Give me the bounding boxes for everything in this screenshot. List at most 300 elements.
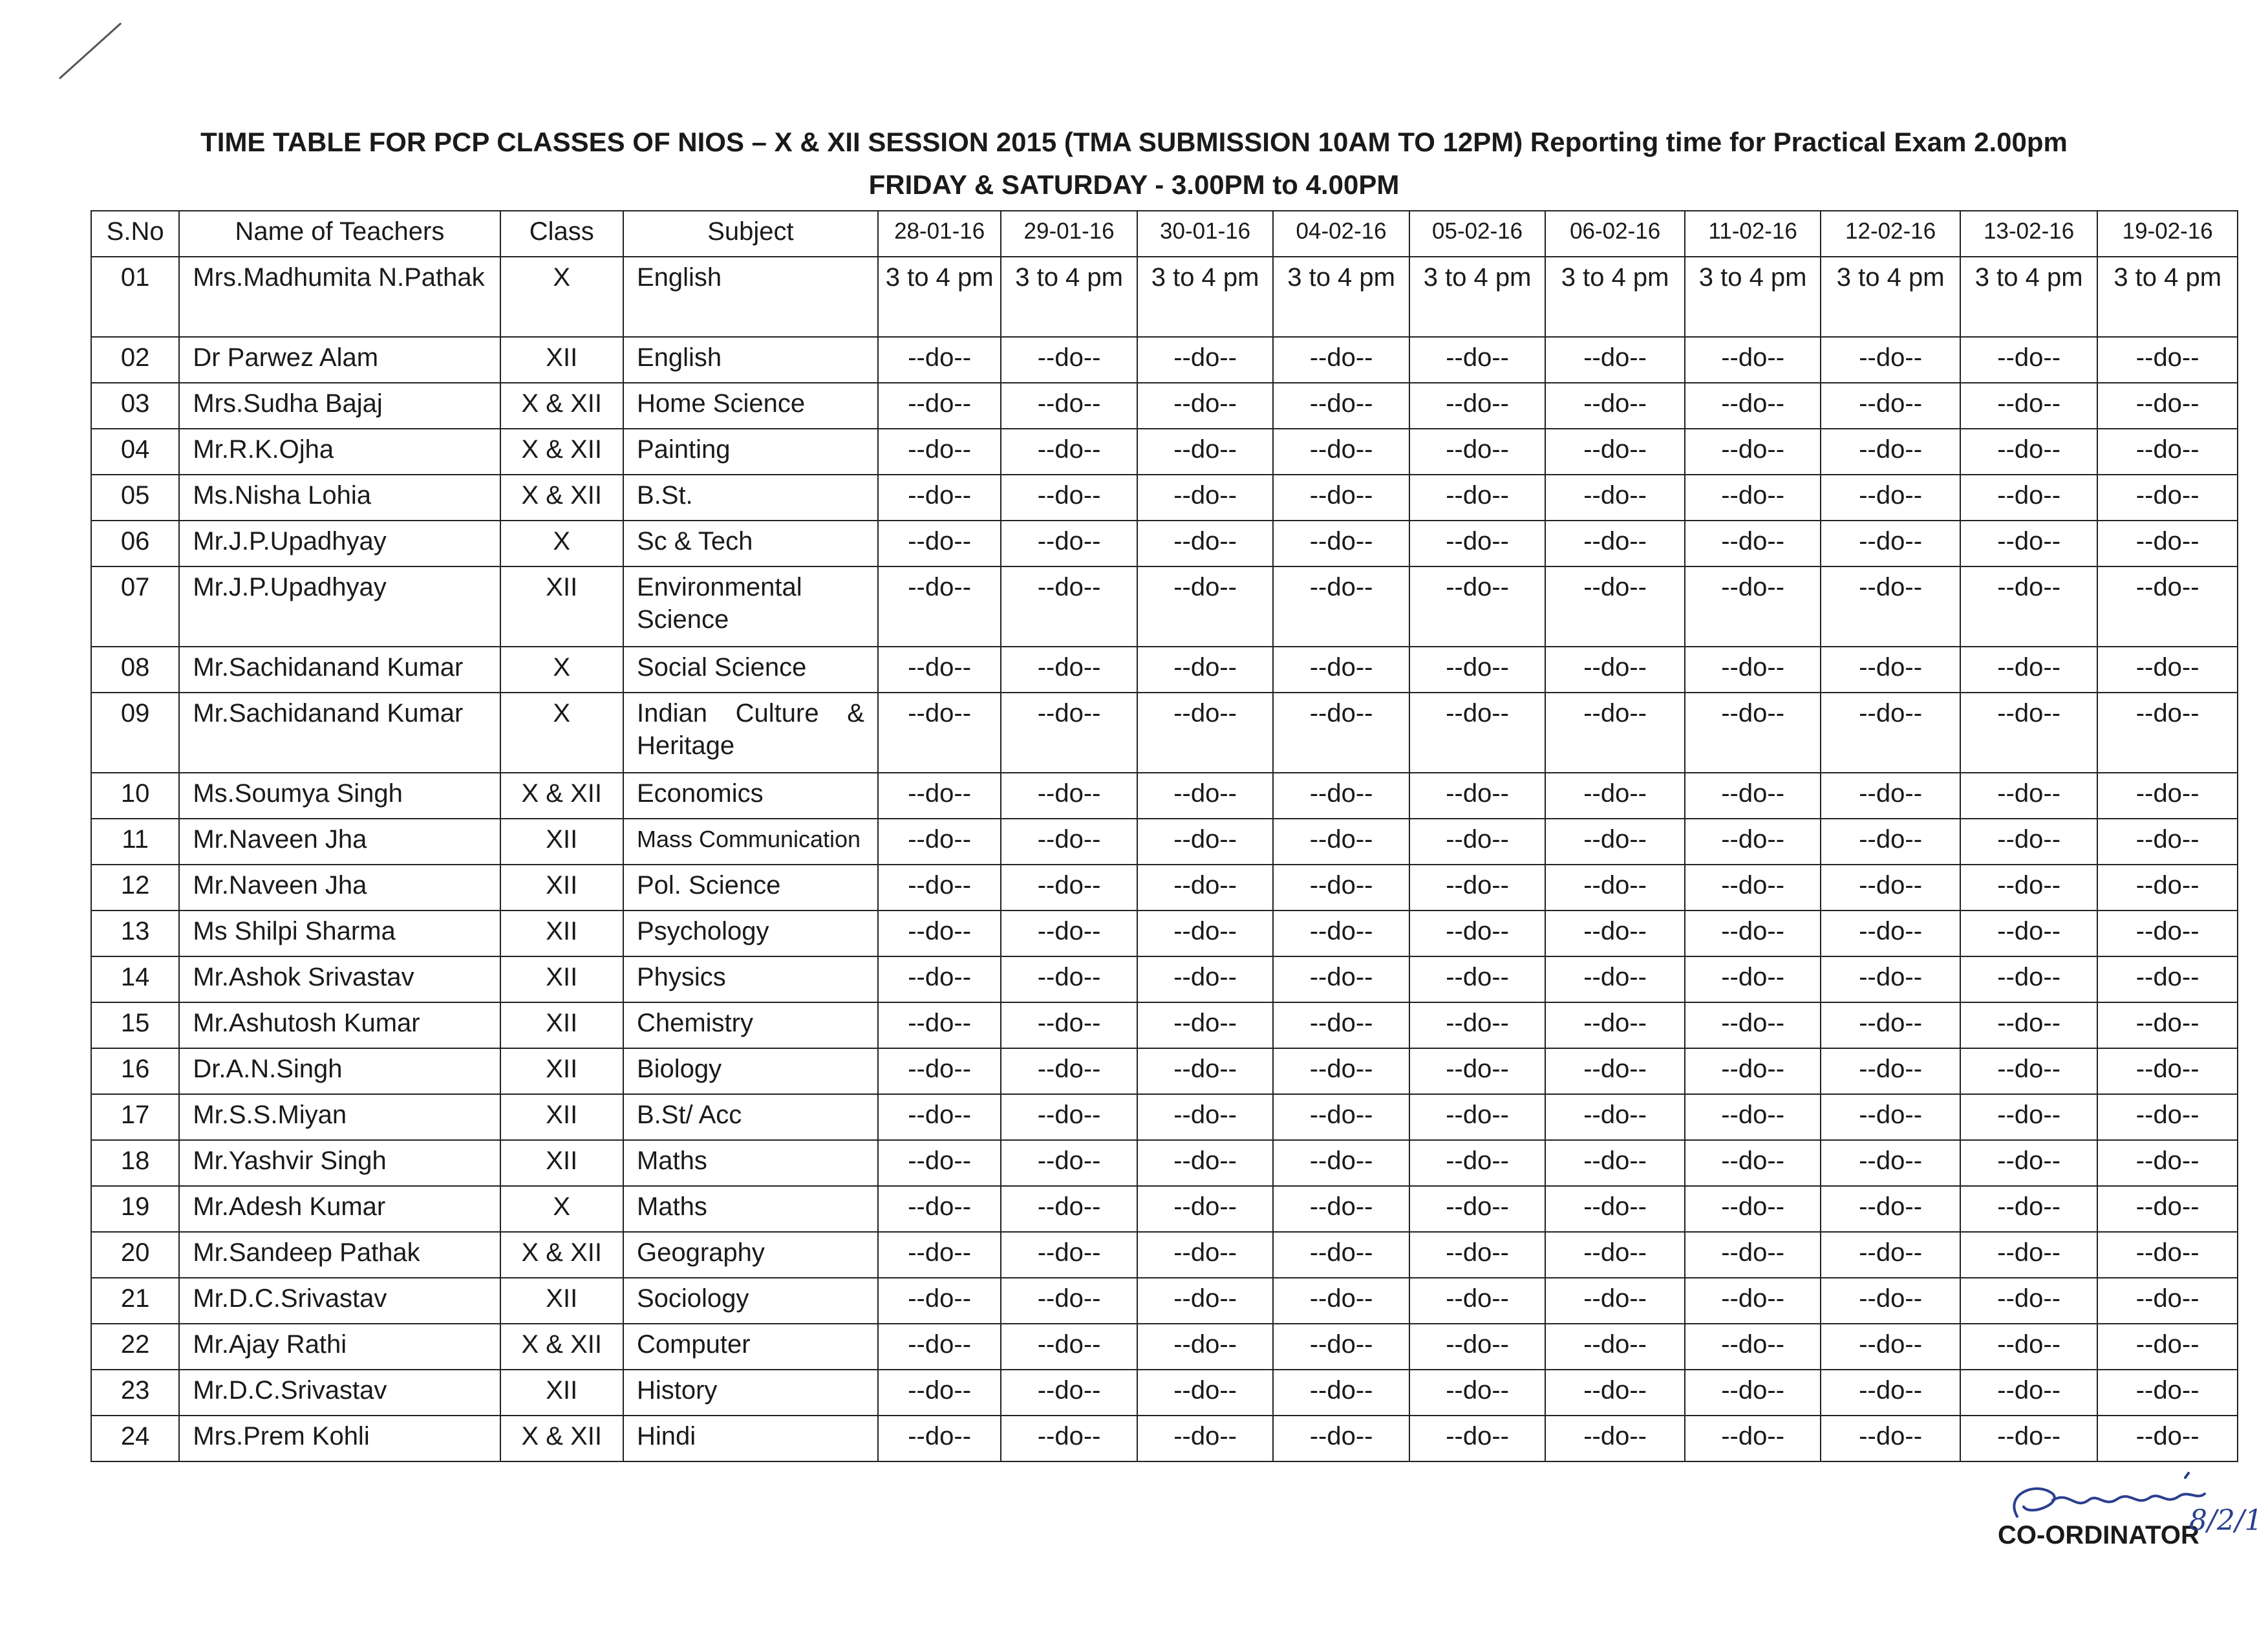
subject-cell: Chemistry [623, 1002, 878, 1048]
sno-cell: 09 [91, 693, 179, 773]
schedule-cell: --do-- [878, 1094, 1001, 1140]
schedule-cell: --do-- [1821, 693, 1960, 773]
class-cell: X & XII [500, 773, 623, 819]
table-row [91, 1140, 2238, 1186]
sno-cell: 15 [91, 1002, 179, 1048]
schedule-cell: --do-- [1545, 1140, 1685, 1186]
schedule-cell: --do-- [1960, 693, 2098, 773]
schedule-cell: --do-- [1685, 383, 1821, 429]
table-row [91, 956, 2238, 1002]
subject-cell: English [623, 337, 878, 383]
schedule-cell: --do-- [1960, 1370, 2098, 1416]
class-cell: X & XII [500, 429, 623, 475]
class-cell: X & XII [500, 1324, 623, 1370]
teacher-name-cell: Mr.Naveen Jha [179, 819, 500, 865]
schedule-cell: --do-- [1409, 1416, 1546, 1461]
header-date: 12-02-16 [1821, 211, 1960, 257]
sno-cell: 17 [91, 1094, 179, 1140]
schedule-cell: --do-- [878, 956, 1001, 1002]
schedule-cell: --do-- [1001, 1186, 1137, 1232]
schedule-cell: --do-- [1685, 429, 1821, 475]
schedule-cell: --do-- [1001, 1048, 1137, 1094]
schedule-cell: --do-- [1137, 1278, 1274, 1324]
schedule-cell: --do-- [1409, 1140, 1546, 1186]
subject-cell: Maths [623, 1186, 878, 1232]
teacher-name-cell: Mrs.Prem Kohli [179, 1416, 500, 1461]
schedule-cell: --do-- [1409, 647, 1546, 693]
subject-cell: History [623, 1370, 878, 1416]
table-row [91, 911, 2238, 956]
table-row [91, 429, 2238, 475]
schedule-cell: --do-- [1685, 911, 1821, 956]
schedule-cell: --do-- [1137, 1186, 1274, 1232]
subject-cell: Painting [623, 429, 878, 475]
schedule-cell: --do-- [1545, 1416, 1685, 1461]
schedule-cell: 3 to 4 pm [1137, 257, 1274, 337]
schedule-cell: --do-- [1409, 521, 1546, 566]
schedule-cell: --do-- [1409, 1002, 1546, 1048]
schedule-cell: --do-- [1273, 1048, 1409, 1094]
schedule-cell: --do-- [878, 693, 1001, 773]
subject-cell: Economics [623, 773, 878, 819]
schedule-cell: --do-- [1685, 819, 1821, 865]
schedule-cell: --do-- [1137, 1370, 1274, 1416]
sno-cell: 07 [91, 566, 179, 647]
schedule-cell: --do-- [1960, 819, 2098, 865]
schedule-cell: --do-- [1685, 693, 1821, 773]
schedule-cell: --do-- [1960, 1186, 2098, 1232]
schedule-cell: --do-- [2097, 1324, 2238, 1370]
class-cell: X [500, 257, 623, 337]
class-cell: XII [500, 1094, 623, 1140]
schedule-cell: --do-- [878, 1278, 1001, 1324]
schedule-cell: --do-- [2097, 429, 2238, 475]
schedule-cell: --do-- [878, 1048, 1001, 1094]
schedule-cell: --do-- [1960, 1232, 2098, 1278]
class-cell: X & XII [500, 475, 623, 521]
header-date: 04-02-16 [1273, 211, 1409, 257]
schedule-cell: --do-- [1821, 1278, 1960, 1324]
header-class: Class [500, 211, 623, 257]
schedule-cell: --do-- [1545, 1002, 1685, 1048]
schedule-cell: --do-- [2097, 1186, 2238, 1232]
schedule-cell: --do-- [2097, 1278, 2238, 1324]
sno-cell: 20 [91, 1232, 179, 1278]
schedule-cell: --do-- [1545, 819, 1685, 865]
schedule-cell: --do-- [1409, 1324, 1546, 1370]
schedule-cell: --do-- [1545, 693, 1685, 773]
schedule-cell: --do-- [1137, 383, 1274, 429]
schedule-cell: --do-- [878, 865, 1001, 911]
schedule-cell: --do-- [2097, 773, 2238, 819]
subject-cell: Pol. Science [623, 865, 878, 911]
schedule-cell: --do-- [1273, 1370, 1409, 1416]
teacher-name-cell: Mr.Ajay Rathi [179, 1324, 500, 1370]
sno-cell: 19 [91, 1186, 179, 1232]
schedule-cell: --do-- [1821, 956, 1960, 1002]
schedule-cell: --do-- [1137, 337, 1274, 383]
schedule-cell: --do-- [1545, 1186, 1685, 1232]
schedule-cell: 3 to 4 pm [1545, 257, 1685, 337]
class-cell: XII [500, 1370, 623, 1416]
subject-cell: Social Science [623, 647, 878, 693]
sno-cell: 11 [91, 819, 179, 865]
table-row [91, 1048, 2238, 1094]
schedule-cell: --do-- [1001, 865, 1137, 911]
schedule-cell: --do-- [1409, 911, 1546, 956]
table-row [91, 475, 2238, 521]
teacher-name-cell: Mr.D.C.Srivastav [179, 1370, 500, 1416]
schedule-cell: --do-- [1001, 1324, 1137, 1370]
coordinator-label: CO-ORDINATOR [1998, 1521, 2199, 1549]
header-date: 05-02-16 [1409, 211, 1546, 257]
schedule-cell: 3 to 4 pm [1821, 257, 1960, 337]
class-cell: XII [500, 1278, 623, 1324]
table-row [91, 1094, 2238, 1140]
schedule-cell: --do-- [1821, 1324, 1960, 1370]
schedule-cell: --do-- [1001, 1370, 1137, 1416]
table-row [91, 693, 2238, 773]
schedule-cell: 3 to 4 pm [1960, 257, 2098, 337]
class-cell: XII [500, 566, 623, 647]
schedule-cell: --do-- [1821, 865, 1960, 911]
schedule-cell: --do-- [2097, 566, 2238, 647]
schedule-cell: --do-- [1685, 337, 1821, 383]
subject-cell: Sociology [623, 1278, 878, 1324]
schedule-cell: --do-- [1137, 566, 1274, 647]
schedule-cell: --do-- [1273, 865, 1409, 911]
schedule-cell: --do-- [1960, 1140, 2098, 1186]
schedule-cell: --do-- [1960, 566, 2098, 647]
schedule-cell: --do-- [2097, 1370, 2238, 1416]
schedule-cell: --do-- [1409, 383, 1546, 429]
pen-stroke-mark [59, 23, 122, 80]
schedule-cell: --do-- [1821, 911, 1960, 956]
schedule-cell: --do-- [1545, 1048, 1685, 1094]
teacher-name-cell: Mr.Sachidanand Kumar [179, 647, 500, 693]
sno-cell: 08 [91, 647, 179, 693]
schedule-cell: --do-- [1001, 521, 1137, 566]
page-subtitle: FRIDAY & SATURDAY - 3.00PM to 4.00PM [868, 169, 1400, 200]
teacher-name-cell: Mr.Yashvir Singh [179, 1140, 500, 1186]
sno-cell: 03 [91, 383, 179, 429]
schedule-cell: --do-- [1273, 1002, 1409, 1048]
header-date: 11-02-16 [1685, 211, 1821, 257]
schedule-cell: --do-- [1273, 647, 1409, 693]
schedule-cell: --do-- [1137, 1094, 1274, 1140]
subject-cell: Environmental Science [623, 566, 878, 647]
schedule-cell: --do-- [1821, 1140, 1960, 1186]
sno-cell: 18 [91, 1140, 179, 1186]
schedule-cell: 3 to 4 pm [1685, 257, 1821, 337]
class-cell: XII [500, 337, 623, 383]
teacher-name-cell: Dr.A.N.Singh [179, 1048, 500, 1094]
sno-cell: 24 [91, 1416, 179, 1461]
class-cell: X [500, 1186, 623, 1232]
schedule-cell: --do-- [1685, 521, 1821, 566]
schedule-cell: 3 to 4 pm [1001, 257, 1137, 337]
table-row [91, 1278, 2238, 1324]
schedule-cell: --do-- [1960, 383, 2098, 429]
schedule-cell: --do-- [1137, 1140, 1274, 1186]
schedule-cell: --do-- [878, 475, 1001, 521]
schedule-cell: --do-- [1821, 1186, 1960, 1232]
schedule-cell: --do-- [2097, 337, 2238, 383]
sno-cell: 16 [91, 1048, 179, 1094]
schedule-cell: --do-- [1273, 773, 1409, 819]
schedule-cell: --do-- [1137, 521, 1274, 566]
schedule-cell: --do-- [1409, 1186, 1546, 1232]
schedule-cell: --do-- [1001, 693, 1137, 773]
teacher-name-cell: Mr.Ashok Srivastav [179, 956, 500, 1002]
sno-cell: 04 [91, 429, 179, 475]
schedule-cell: --do-- [2097, 865, 2238, 911]
schedule-cell: --do-- [1409, 337, 1546, 383]
table-row [91, 1002, 2238, 1048]
header-date: 19-02-16 [2097, 211, 2238, 257]
schedule-cell: --do-- [1273, 1324, 1409, 1370]
schedule-cell: --do-- [1409, 1094, 1546, 1140]
teacher-name-cell: Mrs.Madhumita N.Pathak [179, 257, 500, 337]
class-cell: X & XII [500, 383, 623, 429]
class-cell: XII [500, 911, 623, 956]
subject-cell: Psychology [623, 911, 878, 956]
table-row [91, 257, 2238, 337]
schedule-cell: --do-- [1409, 865, 1546, 911]
schedule-cell: --do-- [878, 383, 1001, 429]
sno-cell: 02 [91, 337, 179, 383]
schedule-cell: --do-- [1137, 1048, 1274, 1094]
schedule-cell: --do-- [1001, 1232, 1137, 1278]
schedule-cell: --do-- [1821, 647, 1960, 693]
teacher-name-cell: Mr.J.P.Upadhyay [179, 566, 500, 647]
schedule-cell: --do-- [878, 429, 1001, 475]
header-subject: Subject [623, 211, 878, 257]
schedule-cell: --do-- [1685, 773, 1821, 819]
schedule-cell: --do-- [1409, 693, 1546, 773]
schedule-cell: --do-- [1001, 1278, 1137, 1324]
subject-cell: Hindi [623, 1416, 878, 1461]
class-cell: XII [500, 956, 623, 1002]
schedule-cell: --do-- [1821, 1370, 1960, 1416]
schedule-cell: --do-- [1137, 773, 1274, 819]
schedule-cell: --do-- [1685, 1232, 1821, 1278]
schedule-cell: --do-- [1001, 1002, 1137, 1048]
subject-cell: Home Science [623, 383, 878, 429]
table-row [91, 566, 2238, 647]
schedule-cell: --do-- [1001, 1140, 1137, 1186]
schedule-cell: --do-- [1409, 1370, 1546, 1416]
schedule-cell: --do-- [1545, 566, 1685, 647]
schedule-cell: --do-- [2097, 1140, 2238, 1186]
schedule-cell: --do-- [1409, 1048, 1546, 1094]
table-row [91, 819, 2238, 865]
schedule-cell: --do-- [2097, 647, 2238, 693]
schedule-cell: 3 to 4 pm [2097, 257, 2238, 337]
table-row [91, 337, 2238, 383]
schedule-cell: --do-- [1545, 1324, 1685, 1370]
class-cell: XII [500, 1140, 623, 1186]
schedule-cell: --do-- [1137, 911, 1274, 956]
subject-cell: Biology [623, 1048, 878, 1094]
schedule-cell: --do-- [2097, 383, 2238, 429]
schedule-cell: --do-- [1001, 647, 1137, 693]
schedule-cell: --do-- [1821, 1094, 1960, 1140]
schedule-cell: --do-- [1545, 429, 1685, 475]
schedule-cell: --do-- [1685, 1048, 1821, 1094]
schedule-cell: --do-- [1960, 521, 2098, 566]
class-cell: XII [500, 1048, 623, 1094]
schedule-cell: --do-- [2097, 1094, 2238, 1140]
sno-cell: 06 [91, 521, 179, 566]
schedule-cell: --do-- [1685, 1278, 1821, 1324]
schedule-cell: --do-- [1273, 1278, 1409, 1324]
schedule-cell: 3 to 4 pm [1409, 257, 1546, 337]
header-date: 06-02-16 [1545, 211, 1685, 257]
schedule-cell: --do-- [1273, 1140, 1409, 1186]
schedule-cell: --do-- [878, 1324, 1001, 1370]
schedule-cell: --do-- [878, 1232, 1001, 1278]
schedule-cell: --do-- [1409, 566, 1546, 647]
schedule-cell: --do-- [1273, 1416, 1409, 1461]
schedule-cell: --do-- [1001, 383, 1137, 429]
schedule-cell: --do-- [1685, 956, 1821, 1002]
schedule-cell: --do-- [1685, 1140, 1821, 1186]
table-row [91, 521, 2238, 566]
header-date: 29-01-16 [1001, 211, 1137, 257]
schedule-cell: --do-- [1821, 429, 1960, 475]
schedule-cell: --do-- [1137, 1002, 1274, 1048]
header-row [91, 211, 2238, 257]
schedule-cell: --do-- [1137, 819, 1274, 865]
teacher-name-cell: Mr.Sandeep Pathak [179, 1232, 500, 1278]
schedule-cell: --do-- [878, 337, 1001, 383]
schedule-cell: --do-- [1685, 475, 1821, 521]
schedule-cell: --do-- [1409, 773, 1546, 819]
schedule-cell: --do-- [1685, 1324, 1821, 1370]
schedule-cell: --do-- [1685, 1094, 1821, 1140]
schedule-cell: --do-- [1409, 1278, 1546, 1324]
schedule-cell: --do-- [1001, 566, 1137, 647]
schedule-cell: --do-- [1137, 1232, 1274, 1278]
schedule-cell: --do-- [1685, 1186, 1821, 1232]
teacher-name-cell: Mr.Ashutosh Kumar [179, 1002, 500, 1048]
table-row [91, 865, 2238, 911]
sno-cell: 21 [91, 1278, 179, 1324]
timetable [91, 210, 2238, 1462]
schedule-cell: --do-- [1545, 647, 1685, 693]
schedule-cell: --do-- [1821, 773, 1960, 819]
table-row [91, 1416, 2238, 1461]
schedule-cell: --do-- [1409, 429, 1546, 475]
schedule-cell: --do-- [1821, 1232, 1960, 1278]
schedule-cell: --do-- [1685, 1416, 1821, 1461]
table-row [91, 383, 2238, 429]
subject-cell: Physics [623, 956, 878, 1002]
schedule-cell: --do-- [1409, 1232, 1546, 1278]
schedule-cell: --do-- [2097, 1048, 2238, 1094]
schedule-cell: --do-- [1545, 383, 1685, 429]
schedule-cell: --do-- [1545, 956, 1685, 1002]
schedule-cell: --do-- [878, 1416, 1001, 1461]
schedule-cell: --do-- [1001, 475, 1137, 521]
schedule-cell: --do-- [1273, 429, 1409, 475]
schedule-cell: --do-- [1001, 819, 1137, 865]
schedule-cell: --do-- [1960, 773, 2098, 819]
teacher-name-cell: Ms.Soumya Singh [179, 773, 500, 819]
schedule-cell: --do-- [1960, 429, 2098, 475]
subject-cell: Maths [623, 1140, 878, 1186]
schedule-cell: --do-- [878, 1140, 1001, 1186]
schedule-cell: --do-- [1685, 647, 1821, 693]
schedule-cell: --do-- [878, 819, 1001, 865]
schedule-cell: --do-- [1001, 1094, 1137, 1140]
class-cell: XII [500, 819, 623, 865]
teacher-name-cell: Mr.S.S.Miyan [179, 1094, 500, 1140]
schedule-cell: --do-- [1273, 1232, 1409, 1278]
subject-cell: Sc & Tech [623, 521, 878, 566]
table-row [91, 1232, 2238, 1278]
schedule-cell: --do-- [1273, 521, 1409, 566]
schedule-cell: --do-- [1001, 773, 1137, 819]
teacher-name-cell: Ms.Nisha Lohia [179, 475, 500, 521]
schedule-cell: --do-- [2097, 1232, 2238, 1278]
schedule-cell: --do-- [2097, 1416, 2238, 1461]
sno-cell: 12 [91, 865, 179, 911]
class-cell: X & XII [500, 1416, 623, 1461]
schedule-cell: --do-- [1545, 911, 1685, 956]
table-row [91, 1324, 2238, 1370]
class-cell: X [500, 647, 623, 693]
subject-cell: Computer [623, 1324, 878, 1370]
schedule-cell: --do-- [1960, 1094, 2098, 1140]
sno-cell: 05 [91, 475, 179, 521]
subject-cell: B.St. [623, 475, 878, 521]
schedule-cell: --do-- [878, 1002, 1001, 1048]
schedule-cell: 3 to 4 pm [1273, 257, 1409, 337]
schedule-cell: --do-- [1273, 956, 1409, 1002]
teacher-name-cell: Mr.J.P.Upadhyay [179, 521, 500, 566]
class-cell: X & XII [500, 1232, 623, 1278]
schedule-cell: --do-- [1137, 429, 1274, 475]
schedule-cell: --do-- [1685, 1002, 1821, 1048]
sno-cell: 01 [91, 257, 179, 337]
schedule-cell: --do-- [1137, 693, 1274, 773]
schedule-cell: --do-- [878, 773, 1001, 819]
subject-cell: English [623, 257, 878, 337]
sno-cell: 22 [91, 1324, 179, 1370]
table-row [91, 1186, 2238, 1232]
subject-cell: Mass Communication [623, 819, 878, 865]
schedule-cell: --do-- [1545, 337, 1685, 383]
schedule-cell: --do-- [2097, 819, 2238, 865]
schedule-cell: --do-- [1960, 1278, 2098, 1324]
schedule-cell: --do-- [1821, 566, 1960, 647]
teacher-name-cell: Mr.Naveen Jha [179, 865, 500, 911]
class-cell: XII [500, 865, 623, 911]
class-cell: X [500, 521, 623, 566]
table-row [91, 647, 2238, 693]
schedule-cell: --do-- [1545, 1094, 1685, 1140]
schedule-cell: --do-- [1409, 956, 1546, 1002]
schedule-cell: --do-- [1273, 1094, 1409, 1140]
header-name: Name of Teachers [179, 211, 500, 257]
subject-cell: B.St/ Acc [623, 1094, 878, 1140]
schedule-cell: --do-- [1821, 1416, 1960, 1461]
subject-cell: Indian Culture & Heritage [623, 693, 878, 773]
schedule-cell: --do-- [1273, 337, 1409, 383]
schedule-cell: --do-- [1685, 865, 1821, 911]
